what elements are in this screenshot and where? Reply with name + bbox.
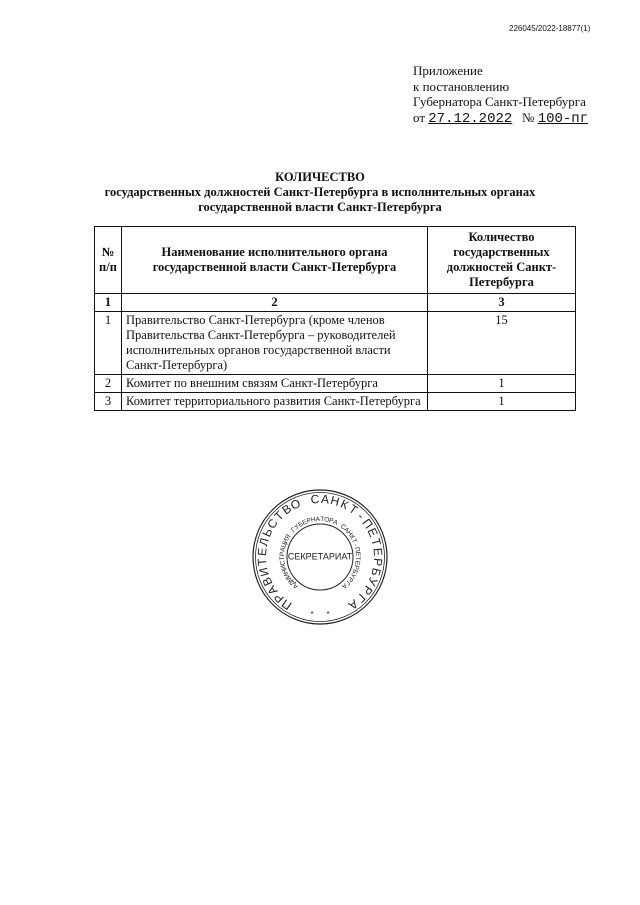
table-header-row xyxy=(95,227,576,294)
column-number-row xyxy=(95,294,576,312)
row-number: 3 xyxy=(95,393,122,411)
table-row xyxy=(95,375,576,393)
row-count: 15 xyxy=(428,312,576,375)
table-row xyxy=(95,312,576,375)
row-name: Комитет территориального развития Санкт-Петербурга xyxy=(122,393,428,411)
official-stamp xyxy=(250,487,390,627)
column-number: 1 xyxy=(95,294,122,312)
header-name: Наименование исполнительного органа государственной власти Санкт-Петербурга xyxy=(122,227,428,294)
row-name: Комитет по внешним связям Санкт-Петербурга xyxy=(122,375,428,393)
appendix-line: Приложение xyxy=(413,63,483,78)
positions-table xyxy=(94,226,576,411)
appendix-date-line xyxy=(413,110,588,128)
number-label: № xyxy=(522,109,535,125)
decree-date: 27.12.2022 xyxy=(428,110,513,127)
column-number: 3 xyxy=(428,294,576,312)
row-number: 2 xyxy=(95,375,122,393)
title-line: государственной власти Санкт-Петербурга xyxy=(198,200,442,214)
appendix-block xyxy=(413,63,588,127)
title-line: государственных должностей Санкт-Петербурга в исполнительных органах xyxy=(104,185,536,199)
row-count: 1 xyxy=(428,393,576,411)
row-name: Правительство Санкт-Петербурга (кроме членов Правительства Санкт-Петербурга – руководителей исполнительных органов государственной власти Санкт-Петербурга) xyxy=(122,312,428,375)
header-count: Количество государственных должностей Санкт-Петербурга xyxy=(428,227,576,294)
column-number: 2 xyxy=(122,294,428,312)
title-line: КОЛИЧЕСТВО xyxy=(275,170,365,184)
appendix-line: Губернатора Санкт-Петербурга xyxy=(413,94,586,109)
from-label: от xyxy=(413,109,426,125)
document-id: 226045/2022-18877(1) xyxy=(509,24,591,33)
row-count: 1 xyxy=(428,375,576,393)
header-number: № п/п xyxy=(95,227,122,294)
document-title xyxy=(60,170,580,215)
table-row xyxy=(95,393,576,411)
row-number: 1 xyxy=(95,312,122,375)
decree-number: 100-пг xyxy=(537,110,589,127)
appendix-line: к постановлению xyxy=(413,78,510,94)
